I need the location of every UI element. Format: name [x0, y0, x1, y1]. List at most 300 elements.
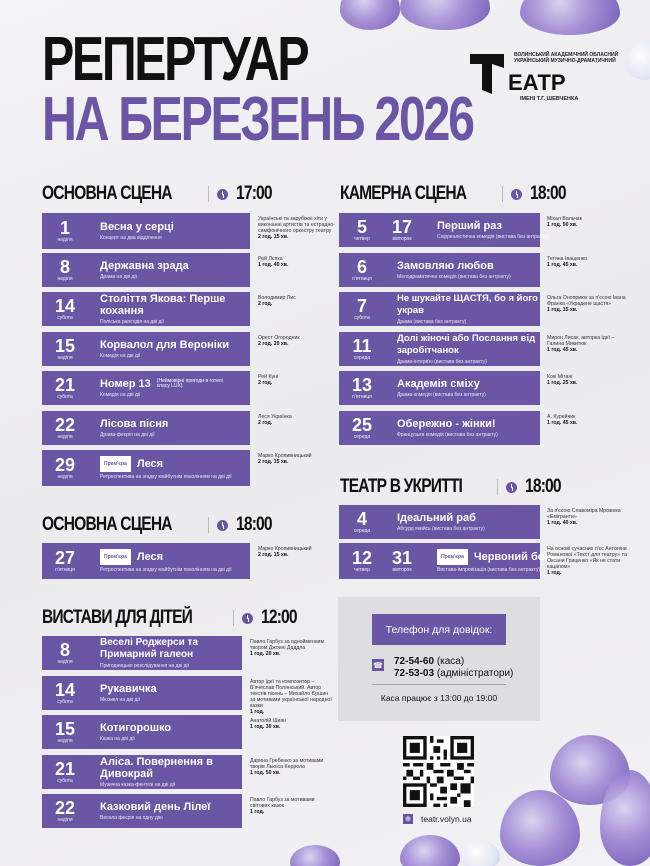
premiere-badge: Прем'єра: [100, 456, 131, 472]
event-card[interactable]: [42, 213, 250, 249]
event-dates: [42, 799, 80, 824]
event-date: [347, 258, 377, 283]
author-text: Кокі Мітані: [547, 374, 573, 380]
phone-icon: ☎: [373, 660, 383, 670]
divider: [233, 610, 234, 626]
event-author-note: [258, 453, 340, 465]
event-date: [387, 218, 417, 243]
event-title: Обережно - жінки!: [397, 418, 496, 430]
author-text: На основі сучасних п'єс Антоніни Романової «Текст для театру» та Оксани Гриценко «Як не стати кацапом»: [547, 546, 627, 570]
event-genre: Сюрреалістична комедія (вистава без антракту): [437, 234, 549, 240]
crocus-flower-decoration: [520, 0, 620, 35]
event-author-note: [258, 256, 340, 268]
event-author-note: [258, 414, 340, 426]
event-dates: [339, 549, 417, 574]
event-info: [397, 378, 547, 398]
event-date: [347, 416, 377, 441]
section-shelter-theatre: [340, 476, 568, 498]
event-genre: Комедія на дві дії: [100, 392, 141, 398]
date-number: 21: [54, 374, 76, 395]
author-text: Ольга Оноприюк за п'єсою Івана Франка «Украдене щастя»: [547, 295, 626, 307]
event-author-note: [547, 216, 629, 228]
event-title: Леся: [136, 551, 164, 563]
event-card[interactable]: [339, 505, 540, 539]
author-text: Павло Гарбуз за мотивами світових казок: [250, 797, 315, 809]
date-number: 8: [59, 639, 70, 660]
day-of-week: п'ятниця: [352, 393, 372, 400]
day-of-week: четвер: [354, 566, 370, 573]
event-title: Замовляю любов: [397, 260, 494, 272]
duration: 2 год. 15 хв.: [258, 459, 289, 465]
event-dates: [339, 510, 377, 535]
page-title: РЕПЕРТУАР: [42, 25, 308, 94]
phone-admin[interactable]: 72-53-03: [394, 668, 435, 679]
event-date: [347, 376, 377, 401]
event-card[interactable]: [42, 371, 250, 405]
event-title: Академія сміху: [397, 378, 480, 390]
date-number: 5: [356, 216, 367, 237]
event-title: Леся: [136, 458, 164, 470]
day-of-week: неділя: [57, 473, 73, 480]
contact-box: [338, 597, 540, 721]
event-genre: Музична казка-фентезі на дві дії: [100, 782, 176, 788]
event-genre: Французька комедія (вистава без антракту): [397, 432, 498, 438]
event-info: [397, 293, 547, 325]
event-card[interactable]: [42, 755, 242, 789]
day-of-week: неділя: [57, 433, 73, 440]
duration: 2 год.: [258, 380, 273, 386]
duration: 1 год.: [250, 809, 265, 815]
event-title-row: [100, 221, 250, 233]
event-author-note: [547, 546, 629, 576]
event-title: Перший раз: [437, 220, 502, 232]
crocus-flower-decoration: [400, 0, 490, 30]
event-date: [50, 799, 80, 824]
clock-icon: [217, 189, 228, 200]
event-author-note: [547, 256, 629, 268]
event-card[interactable]: [42, 332, 250, 366]
event-title: Весна у серці: [100, 221, 174, 233]
date-number: 14: [54, 295, 76, 316]
duration: 2 год.: [258, 301, 273, 307]
contact-header: Телефон для довідок:: [372, 614, 506, 645]
event-date: [50, 549, 80, 574]
event-date: [50, 376, 80, 401]
event-title-row: [100, 260, 250, 272]
event-date: [50, 219, 80, 244]
event-date: [347, 549, 377, 574]
day-of-week: неділя: [57, 354, 73, 361]
event-card[interactable]: [42, 715, 242, 749]
event-date: [50, 297, 80, 322]
event-info: [100, 683, 250, 703]
duration: 1 год.: [547, 570, 562, 576]
event-title-row: [100, 418, 250, 430]
day-of-week: середа: [353, 354, 371, 361]
event-genre: Комедія на дві дії: [100, 353, 141, 359]
event-title: Століття Якова: Перше кохання: [100, 293, 226, 317]
crocus-flower-decoration: [340, 0, 400, 30]
event-card[interactable]: [42, 676, 242, 710]
event-genre: Поліська рапсодія на дві дії: [100, 319, 164, 325]
event-dates: [339, 297, 377, 322]
section-chamber-stage: [340, 183, 574, 205]
event-dates: [339, 376, 377, 401]
day-of-week: вівторок: [392, 566, 412, 573]
event-card[interactable]: [42, 411, 250, 445]
premiere-badge: Прем'єра: [437, 549, 468, 565]
event-info: [100, 221, 250, 241]
event-genre: Драма-комедія (вистава без антракту): [397, 392, 486, 398]
day-of-week: середа: [353, 527, 371, 534]
event-genre: Ретроспектива на згадку майбутнім поколінням на дві дії: [100, 474, 232, 480]
premiere-badge: Прем'єра: [100, 549, 131, 565]
event-date: [50, 641, 80, 666]
phone-label: (каса): [436, 656, 465, 667]
date-number: 1: [59, 217, 70, 238]
event-title-row: [397, 378, 547, 390]
event-title-row: [100, 378, 250, 390]
event-card[interactable]: [339, 292, 540, 326]
event-date: [50, 416, 80, 441]
event-title: Не шукайте ЩАСТЯ, бо я його украв: [397, 293, 538, 316]
event-title: Котигорошко: [100, 722, 172, 734]
event-genre: Ретроспектива на згадку майбутнім поколінням на дві дії: [100, 567, 232, 573]
event-dates: [42, 219, 80, 244]
author-text: Марко Кропивницький: [258, 453, 312, 459]
event-card[interactable]: [42, 292, 250, 326]
section-title: ОСНОВНА СЦЕНА: [42, 183, 172, 204]
event-title-row: [397, 512, 547, 524]
date-number: 15: [54, 718, 76, 739]
event-date: [50, 456, 80, 481]
logo-main-text: ЕАТР: [508, 70, 566, 95]
event-title-extra: (Неймовірні пригоди в готелі класу LUX): [156, 377, 223, 389]
event-title: Лісова пісня: [100, 418, 169, 430]
date-number: 4: [356, 508, 367, 529]
event-dates: [42, 258, 80, 283]
event-info: [100, 339, 250, 359]
event-genre: Драма-інтерв'ю (вистава без антракту): [397, 359, 487, 365]
duration: 1 год. 45 хв.: [547, 262, 578, 268]
event-info: [397, 512, 547, 532]
divider: [208, 517, 209, 533]
event-dates: [42, 549, 80, 574]
event-genre: Казка на дві дії: [100, 736, 135, 742]
event-card[interactable]: [339, 253, 540, 287]
day-of-week: неділя: [57, 658, 73, 665]
date-number: 12: [351, 547, 373, 568]
divider: [208, 186, 209, 202]
section-time: 12:00: [260, 607, 297, 628]
event-title: Долі жіночі або Послання від заробітчанок: [397, 333, 536, 356]
duration: 2 год. 20 хв.: [258, 341, 289, 347]
divider: [502, 186, 503, 202]
day-of-week: субота: [57, 777, 73, 784]
event-author-note: [547, 295, 629, 313]
duration: 1 год. 50 хв.: [547, 222, 578, 228]
event-title-row: [100, 637, 250, 661]
event-title: Корвалол для Вероніки: [100, 339, 230, 351]
event-card[interactable]: [339, 371, 540, 405]
event-genre: Драма (вистава без антракту): [397, 319, 467, 325]
clock-icon: [242, 613, 253, 624]
duration: 2 год.: [258, 420, 273, 426]
event-title-row: [100, 756, 250, 780]
date-number: 25: [351, 414, 373, 435]
date-number: 21: [54, 758, 76, 779]
day-of-week: четвер: [354, 235, 370, 242]
event-title: Веселі Роджерси та Примарний галеон: [100, 637, 199, 660]
event-dates: [339, 258, 377, 283]
author-text: За п'єсою Славоміра Мрожека «Емігранти»: [547, 508, 621, 520]
event-genre: Драма на дві дії: [100, 274, 137, 280]
event-genre: Мелодраматична комедія (вистава без антракту): [397, 274, 511, 280]
section-time: 18:00: [529, 183, 566, 204]
page-subtitle: НА БЕРЕЗЕНЬ 2026: [42, 85, 473, 154]
phone-numbers: [394, 656, 513, 680]
crocus-flower-decoration: [500, 790, 580, 866]
event-dates: [42, 297, 80, 322]
phone-label: (адміністратори): [436, 668, 514, 679]
box-office-hours: Каса працює з 13:00 до 19:00: [380, 693, 498, 703]
author-text: Міхал Вальчак: [547, 216, 582, 222]
section-kids: [42, 607, 305, 629]
event-info: [100, 456, 250, 480]
event-title: Номер 13: [100, 378, 151, 390]
event-author-note: [547, 374, 629, 386]
event-info: [397, 333, 547, 365]
day-of-week: п'ятниця: [55, 566, 75, 573]
event-card[interactable]: [339, 332, 540, 366]
duration: 1 год. 40 хв.: [547, 520, 578, 526]
event-card[interactable]: [42, 794, 242, 828]
event-genre: Весела феєрія на одну дію: [100, 815, 163, 821]
snowdrop-flower-decoration: [460, 840, 500, 866]
event-title-row: [397, 418, 547, 430]
date-number: 22: [54, 414, 76, 435]
clock-icon: [217, 520, 228, 531]
section-title: КАМЕРНА СЦЕНА: [340, 183, 467, 204]
author-text: Рей Лєпка: [258, 256, 283, 262]
event-author-note: [547, 335, 629, 353]
section-main-stage-17: [42, 183, 280, 205]
event-title-row: [100, 722, 250, 734]
event-card[interactable]: [339, 411, 540, 445]
event-card[interactable]: [42, 253, 250, 287]
crocus-flower-decoration: [400, 835, 460, 866]
duration: 2 год. 15 хв.: [258, 552, 289, 558]
duration: 1 год. 40 хв.: [258, 262, 289, 268]
event-info: [100, 801, 250, 821]
author-text: Володимир Лис: [258, 295, 296, 301]
event-genre: Пригодницьке розслідування на дві дії: [100, 663, 190, 669]
event-info: [397, 418, 547, 438]
duration: 1 год. 50 хв.: [250, 770, 281, 776]
event-dates: [42, 337, 80, 362]
date-number: 31: [391, 547, 413, 568]
author-text: Марко Кропивницький: [258, 546, 312, 552]
day-of-week: неділя: [57, 737, 73, 744]
event-dates: [42, 720, 80, 745]
event-card[interactable]: [339, 213, 549, 247]
author-text: Леся Українка: [258, 414, 292, 420]
event-title-row: [100, 549, 250, 565]
duration: 1 год. 20 хв.: [250, 651, 281, 657]
event-date: [347, 337, 377, 362]
event-title: Рукавичка: [100, 683, 157, 695]
event-date: [50, 337, 80, 362]
event-author-note: [258, 216, 340, 240]
logo-small-text: ВОЛИНСЬКИЙ АКАДЕМІЧНИЙ ОБЛАСНИЙ УКРАЇНСЬКИЙ МУЗИЧНО-ДРАМАТИЧНИЙ: [514, 52, 619, 64]
event-title: Державна зрада: [100, 260, 189, 272]
clock-icon: [506, 482, 517, 493]
date-number: 8: [59, 256, 70, 277]
event-genre: Концерт на два відділення: [100, 235, 162, 241]
event-info: [100, 637, 250, 669]
event-author-note: [250, 639, 332, 657]
event-author-note: [250, 797, 332, 815]
day-of-week: п'ятниця: [352, 275, 372, 282]
date-number: 27: [54, 547, 76, 568]
date-number: 11: [352, 335, 372, 356]
date-number: 7: [356, 295, 367, 316]
section-title: ВИСТАВИ ДЛЯ ДІТЕЙ: [42, 607, 193, 628]
date-number: 22: [54, 797, 76, 818]
event-title-row: [100, 456, 250, 472]
event-author-note: [258, 546, 340, 558]
author-text: Павло Гарбуз за однойменним твором Джонні Даддла: [250, 639, 325, 651]
event-title-row: [100, 801, 250, 813]
phone-box-office[interactable]: 72-54-60: [394, 656, 435, 667]
section-title: ТЕАТР В УКРИТТІ: [340, 476, 463, 497]
divider: [497, 479, 498, 495]
qr-code[interactable]: [403, 736, 474, 807]
author-text: Українські та зарубіжні хіти у виконанні артистів та естрадно-симфонічного оркестру театру: [258, 216, 335, 234]
event-info: [397, 260, 547, 280]
event-author-note: [547, 508, 629, 526]
day-of-week: субота: [57, 393, 73, 400]
event-dates: [42, 760, 80, 785]
crocus-flower-decoration: [290, 845, 340, 866]
day-of-week: субота: [57, 314, 73, 321]
event-date: [50, 258, 80, 283]
event-info: [100, 378, 250, 398]
event-dates: [42, 376, 80, 401]
event-card[interactable]: [42, 636, 242, 670]
clock-icon: [511, 189, 522, 200]
divider: [372, 684, 506, 685]
author-text: Орест Огородник: [258, 335, 300, 341]
section-main-stage-18: [42, 514, 280, 536]
event-date: [50, 760, 80, 785]
day-of-week: субота: [354, 314, 370, 321]
event-dates: [339, 218, 417, 243]
event-title-row: [100, 339, 250, 351]
duration: 1 год. 30 хв.: [250, 724, 281, 730]
event-card[interactable]: [42, 450, 250, 486]
event-info: [100, 756, 250, 788]
event-dates: [42, 641, 80, 666]
event-author-note: [258, 374, 340, 386]
author-text: Дарина Гребенко за мотивами творів Льюїса Керрола: [250, 758, 324, 770]
snowdrop-flower-decoration: [625, 40, 650, 80]
logo-bottom-text: ІМЕНІ Т.Г. ШЕВЧЕНКА: [520, 96, 579, 102]
event-author-note: [250, 758, 332, 776]
section-title: ОСНОВНА СЦЕНА: [42, 514, 172, 535]
date-number: 13: [351, 374, 373, 395]
event-author-note: [250, 679, 332, 715]
event-title-row: [397, 293, 547, 317]
event-date: [347, 218, 377, 243]
event-title: Ідеальний раб: [397, 512, 476, 524]
day-of-week: неділя: [57, 275, 73, 282]
event-date: [50, 720, 80, 745]
event-date: [50, 681, 80, 706]
duration: 2 год. 15 хв.: [258, 234, 289, 240]
event-date: [347, 297, 377, 322]
duration: 1 год. 45 хв.: [547, 420, 578, 426]
event-title-row: [100, 293, 250, 317]
theatre-logo: [470, 52, 620, 108]
day-of-week: неділя: [57, 816, 73, 823]
event-info: [100, 260, 250, 280]
day-of-week: середа: [353, 433, 371, 440]
author-text: Анатолій Шиян: [250, 718, 287, 724]
author-text: Автор ідеї та композитор – В'ячеслав Полянський. Автор текстів пісень – Михайло Єршин за мотивами української народної казки: [250, 679, 332, 709]
event-title-row: [100, 683, 250, 695]
event-title-row: [397, 260, 547, 272]
date-number: 17: [391, 216, 413, 237]
author-text: Мирон Лисак, авторка ідеї – Галина Микитюк: [547, 335, 615, 347]
day-of-week: неділя: [57, 236, 73, 243]
section-time: 18:00: [524, 476, 561, 497]
section-time: 18:00: [236, 514, 272, 535]
event-author-note: [258, 335, 340, 347]
event-genre: Драма-феєрія на дві дії: [100, 432, 155, 438]
event-dates: [42, 681, 80, 706]
duration: 1 год. 25 хв.: [547, 380, 578, 386]
website-link[interactable]: [403, 814, 472, 824]
event-info: [100, 722, 250, 742]
date-number: 6: [356, 256, 367, 277]
event-author-note: [547, 414, 629, 426]
author-text: Тетяна Іващенко: [547, 256, 588, 262]
event-date: [387, 549, 417, 574]
duration: 1 год. 45 хв.: [547, 347, 578, 353]
event-title: Аліса. Повернення в Дивокрай: [100, 756, 213, 780]
event-dates: [339, 337, 377, 362]
event-title: Червоний борщ: [473, 551, 561, 563]
event-card[interactable]: [42, 543, 250, 579]
event-dates: [42, 456, 80, 481]
event-genre: Мюзикл на дві дії: [100, 697, 140, 703]
event-dates: [339, 416, 377, 441]
date-number: 29: [54, 454, 76, 475]
globe-icon: ⊕: [403, 814, 413, 824]
date-number: 15: [54, 335, 76, 356]
event-info: [100, 418, 250, 438]
duration: 1 год.: [250, 709, 265, 715]
author-text: Рей Куні: [258, 374, 279, 380]
section-time: 17:00: [236, 183, 272, 204]
duration: 1 год. 15 хв.: [547, 307, 578, 313]
event-author-note: [258, 295, 340, 307]
website-url[interactable]: teatr.volyn.ua: [421, 814, 472, 824]
event-genre: Вистава-імпровізація (вистава без антракту): [437, 567, 541, 573]
day-of-week: вівторок: [392, 235, 412, 242]
event-info: [100, 549, 250, 573]
